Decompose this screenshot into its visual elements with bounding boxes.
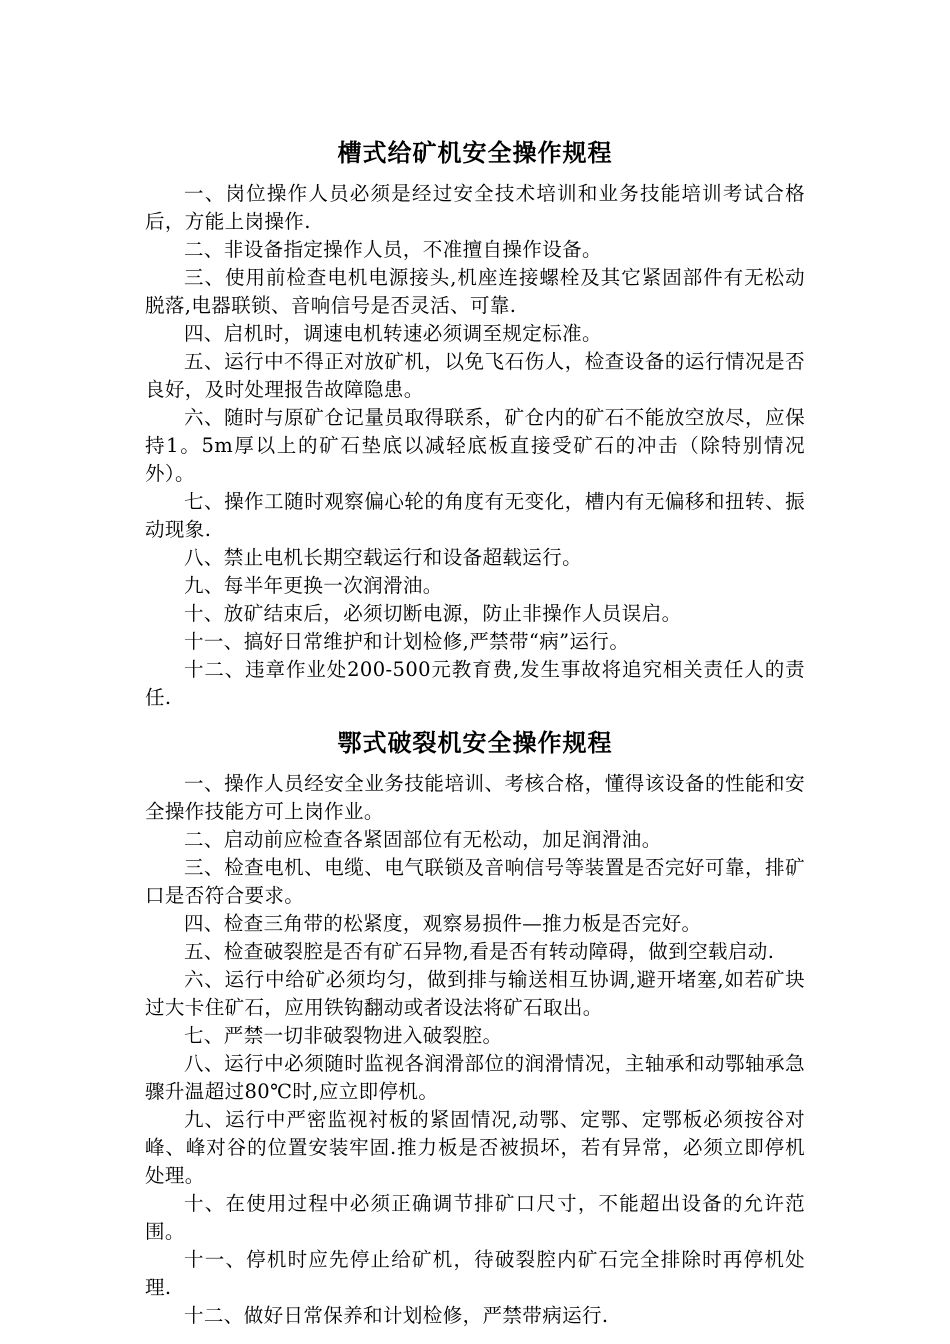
clause: 一、岗位操作人员必须是经过安全技术培训和业务技能培训考试合格后，方能上岗操作. bbox=[145, 182, 805, 233]
section-crusher bbox=[145, 726, 805, 1330]
clause: 十一、搞好日常维护和计划检修,严禁带“病”运行。 bbox=[184, 630, 630, 653]
clause: 十、在使用过程中必须正确调节排矿口尺寸，不能超出设备的允许范围。 bbox=[145, 1192, 805, 1243]
section-feeder bbox=[145, 136, 805, 712]
clause: 十一、停机时应先停止给矿机，待破裂腔内矿石完全排除时再停机处理. bbox=[145, 1248, 805, 1299]
clause: 十二、做好日常保养和计划检修，严禁带病运行. bbox=[184, 1304, 609, 1327]
clause: 二、启动前应检查各紧固部位有无松动，加足润滑油。 bbox=[184, 828, 662, 851]
clause: 六、随时与原矿仓记量员取得联系，矿仓内的矿石不能放空放尽，应保持1。5m厚以上的矿石垫底以减轻底板直接受矿石的冲击（除特别情况外）。 bbox=[145, 406, 805, 485]
clause: 六、运行中给矿必须均匀，做到排与输送相互协调,避开堵塞,如若矿块过大卡住矿石，应用铁钩翻动或者设法将矿石取出。 bbox=[145, 968, 805, 1019]
clause: 七、操作工随时观察偏心轮的角度有无变化，槽内有无偏移和扭转、振动现象. bbox=[145, 490, 805, 541]
clause: 九、每半年更换一次润滑油。 bbox=[184, 574, 443, 597]
clause-list bbox=[145, 770, 805, 1330]
clause: 八、运行中必须随时监视各润滑部位的润滑情况，主轴承和动鄂轴承急骤升温超过80℃时,应立即停机。 bbox=[145, 1052, 805, 1103]
clause: 九、运行中严密监视衬板的紧固情况,动鄂、定鄂、定鄂板必须按谷对峰、峰对谷的位置安装牢固.推力板是否被损坏，若有异常，必须立即停机处理。 bbox=[145, 1108, 805, 1187]
clause: 三、检查电机、电缆、电气联锁及音响信号等装置是否完好可靠，排矿口是否符合要求。 bbox=[145, 856, 805, 907]
clause: 四、启机时，调速电机转速必须调至规定标准。 bbox=[184, 322, 602, 345]
clause: 三、使用前检查电机电源接头,机座连接螺栓及其它紧固部件有无松动脱落,电器联锁、音响信号是否灵活、可靠. bbox=[145, 266, 805, 317]
clause: 七、严禁一切非破裂物进入破裂腔。 bbox=[184, 1024, 503, 1047]
clause: 五、检查破裂腔是否有矿石异物,看是否有转动障碍，做到空载启动. bbox=[184, 940, 775, 963]
section-title: 槽式给矿机安全操作规程 bbox=[337, 139, 613, 167]
section-title: 鄂式破裂机安全操作规程 bbox=[337, 729, 613, 757]
document-page bbox=[145, 128, 805, 1330]
clause: 五、运行中不得正对放矿机，以免飞石伤人，检查设备的运行情况是否良好，及时处理报告故障隐患。 bbox=[145, 350, 805, 401]
clause: 四、检查三角带的松紧度，观察易损件—推力板是否完好。 bbox=[184, 912, 702, 935]
clause: 十、放矿结束后，必须切断电源，防止非操作人员误启。 bbox=[184, 602, 682, 625]
clause: 八、禁止电机长期空载运行和设备超载运行。 bbox=[184, 546, 583, 569]
clause: 二、非设备指定操作人员，不准擅自操作设备。 bbox=[184, 238, 602, 261]
clause: 一、操作人员经安全业务技能培训、考核合格，懂得该设备的性能和安全操作技能方可上岗作业。 bbox=[145, 772, 805, 823]
clause-list bbox=[145, 180, 805, 712]
clause: 十二、违章作业处200-500元教育费,发生事故将追究相关责任人的责任. bbox=[145, 658, 805, 709]
